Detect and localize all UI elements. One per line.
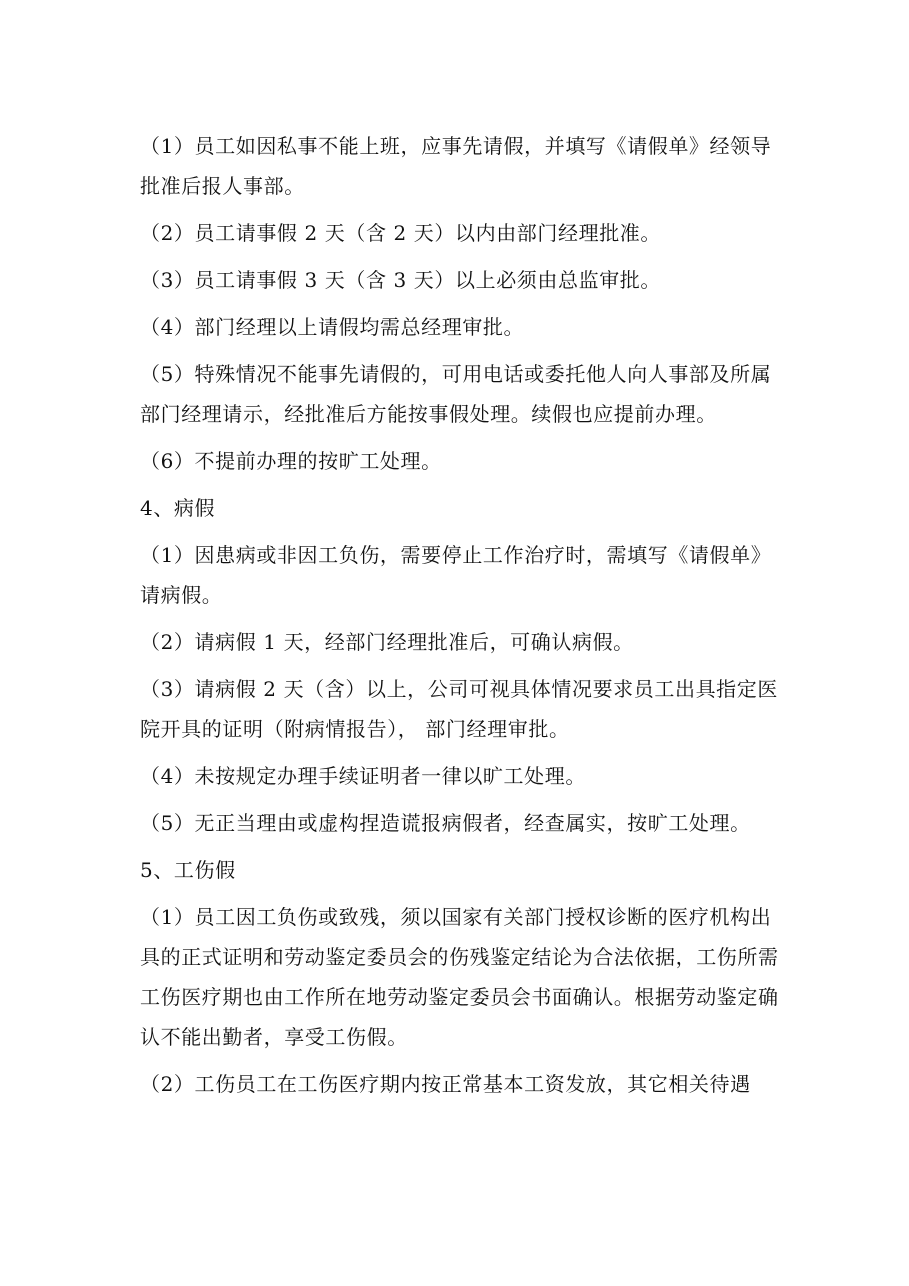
injury-leave-rule-1: （1）员工因工负伤或致残，须以国家有关部门授权诊断的医疗机构出具的正式证明和劳动鉴定委员会的伤残鉴定结论为合法依据，工伤所需工伤医疗期也由工作所在地劳动鉴定委员会书面确认。根据劳动鉴定确认不能出勤者，享受工伤假。 xyxy=(140,905,779,1049)
section-heading-sick-leave: 4、病假 xyxy=(140,496,216,520)
leave-rule-2: （2）员工请事假 2 天（含 2 天）以内由部门经理批准。 xyxy=(140,221,662,245)
injury-leave-rule-2: （2）工伤员工在工伤医疗期内按正常基本工资发放，其它相关待遇 xyxy=(140,1072,751,1096)
sick-leave-rule-3: （3）请病假 2 天（含）以上，公司可视具体情况要求员工出具指定医院开具的证明（附病情报告）， 部门经理审批。 xyxy=(140,677,778,741)
leave-rule-6: （6）不提前办理的按旷工处理。 xyxy=(140,449,442,473)
leave-rule-4: （4）部门经理以上请假均需总经理审批。 xyxy=(140,315,525,339)
leave-rule-1: （1）员工如因私事不能上班，应事先请假，并填写《请假单》经领导批准后报人事部。 xyxy=(140,134,772,198)
leave-rule-3: （3）员工请事假 3 天（含 3 天）以上必须由总监审批。 xyxy=(140,268,662,292)
sick-leave-rule-1: （1）因患病或非因工负伤，需要停止工作治疗时，需填写《请假单》请病假。 xyxy=(140,543,772,607)
sick-leave-rule-4: （4）未按规定办理手续证明者一律以旷工处理。 xyxy=(140,764,586,788)
section-heading-injury-leave: 5、工伤假 xyxy=(140,858,236,882)
sick-leave-rule-2: （2）请病假 1 天，经部门经理批准后，可确认病假。 xyxy=(140,630,634,654)
leave-rule-5: （5）特殊情况不能事先请假的，可用电话或委托他人向人事部及所属部门经理请示，经批准后方能按事假处理。续假也应提前办理。 xyxy=(140,362,772,426)
document-body xyxy=(140,126,780,1111)
sick-leave-rule-5: （5）无正当理由或虚构捏造谎报病假者，经查属实，按旷工处理。 xyxy=(140,811,751,835)
